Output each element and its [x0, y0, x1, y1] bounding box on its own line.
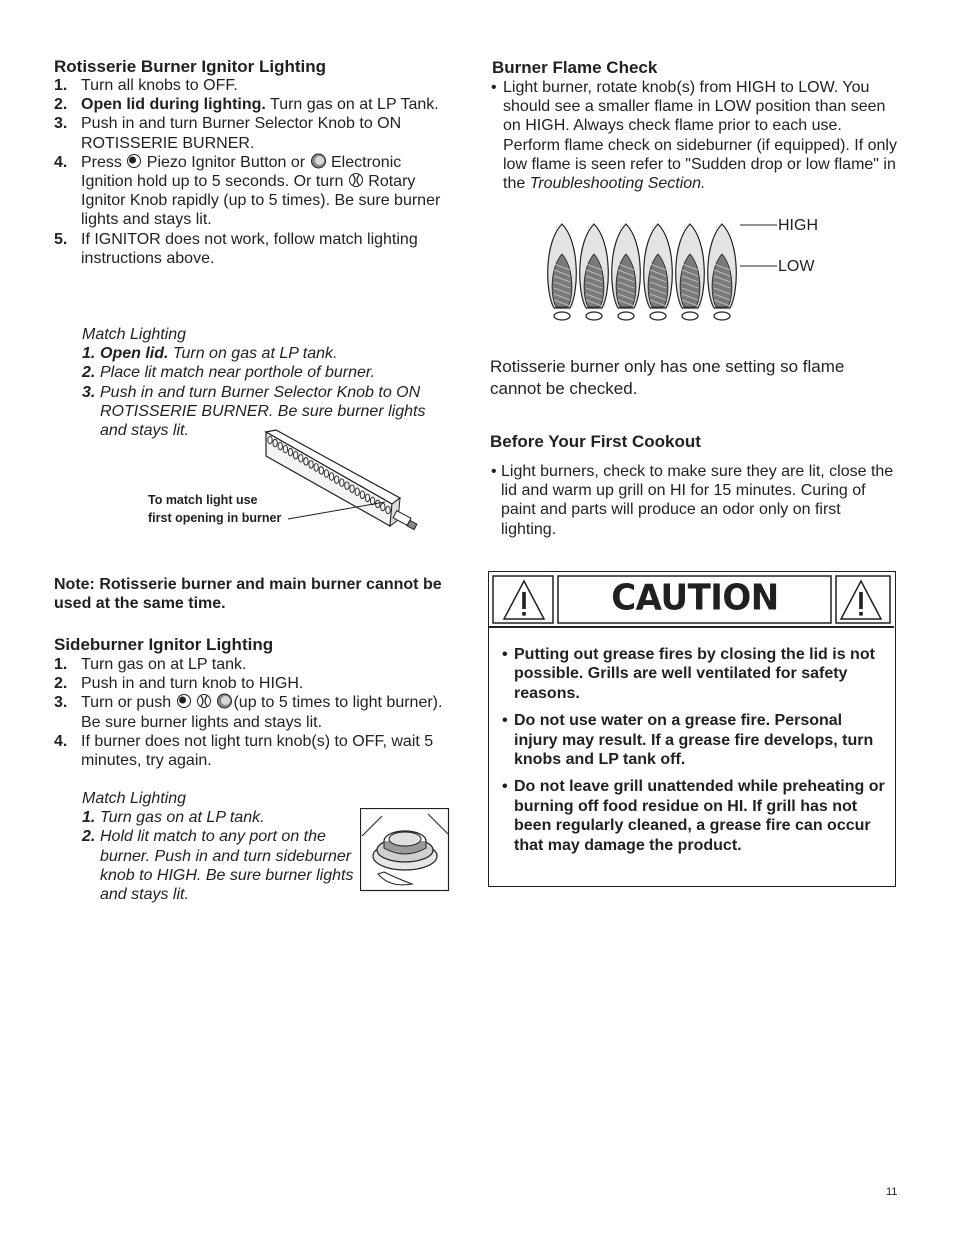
caution-box [488, 571, 896, 887]
list-item: 2. Push in and turn knob to HIGH. [54, 675, 304, 693]
electronic-ignition-icon [310, 153, 327, 169]
list-item: 1. Open lid. Turn on gas at LP tank. [82, 345, 338, 363]
flame-check-title: Burner Flame Check [492, 58, 658, 77]
first-cookout-text: • Light burners, check to make sure they are lit, close the lid and warm up grill on HI for 15 minutes. Curing of paint and parts will produce an odor only on first lighting. [491, 463, 894, 538]
figure-caption: To match light use first opening in burner [148, 493, 282, 525]
match-lighting-title: Match Lighting [82, 790, 187, 807]
burner-port [714, 312, 730, 320]
rotary-ignitor-icon [196, 693, 212, 709]
list-item: 2. Hold lit match to any port on the burner. Push in and turn sideburner knob to HIGH. Be sure burner lights and stays lit. [82, 828, 354, 904]
label-low: LOW [778, 258, 815, 275]
caution-item: • Do not leave grill unattended while preheating or burning off food residue on HI. If grill has not been regularly cleaned, a grease fire can occur that may damage the product. [502, 777, 887, 855]
caution-title: CAUTION [611, 577, 779, 619]
caution-list [502, 645, 887, 855]
rotisserie-match-lighting [82, 325, 447, 440]
rotary-ignitor-icon [348, 172, 364, 188]
sideburner-match-lighting [82, 789, 372, 904]
bullet: • [491, 463, 497, 480]
warning-triangle-icon [838, 578, 884, 622]
caution-item: • Do not use water on a grease fire. Personal injury may result. If a grease fire develops, turn knobs and LP tank off. [502, 711, 887, 769]
sideburner-illustration [360, 808, 450, 892]
burner-port [554, 312, 570, 320]
electronic-ignition-icon [216, 693, 233, 709]
list-item: 2. Place lit match near porthole of burner. [82, 364, 376, 382]
burner-port [586, 312, 602, 320]
list-item: 3. Push in and turn Burner Selector Knob to ON ROTISSERIE BURNER. [54, 115, 402, 152]
caution-header [489, 572, 894, 628]
first-cookout-title: Before Your First Cookout [490, 432, 701, 451]
flame-diagram [540, 212, 785, 324]
list-item: 1. Turn gas on at LP tank. [54, 656, 247, 673]
warning-triangle-icon [501, 578, 547, 622]
rotisserie-steps [54, 76, 454, 268]
bullet: • [491, 79, 497, 96]
match-lighting-title: Match Lighting [82, 326, 187, 343]
list-item: 2. Open lid during lighting. Turn gas on at LP Tank. [54, 96, 439, 114]
piezo-button-icon [126, 153, 142, 169]
rotisserie-note: Note: Rotisserie burner and main burner cannot be used at the same time. [54, 576, 442, 613]
label-high: HIGH [778, 217, 818, 234]
list-item: 1. Turn all knobs to OFF. [54, 77, 238, 94]
rotisserie-flame-note: Rotisserie burner only has one setting so flame cannot be checked. [490, 357, 845, 398]
list-item: 4. Press Piezo Ignitor Button or Electronic Ignition hold up to 5 seconds. Or turn Rotary Ignitor Knob rapidly (up to 5 times). Be sure burner lights and stays lit. [54, 153, 441, 229]
piezo-button-icon [176, 693, 192, 709]
burner-port [618, 312, 634, 320]
rotisserie-title: Rotisserie Burner Ignitor Lighting [54, 57, 327, 76]
list-item: 1. Turn gas on at LP tank. [82, 809, 265, 827]
burner-port [650, 312, 666, 320]
list-item: 3. Push in and turn Burner Selector Knob to ON ROTISSERIE BURNER. Be sure burner lights and stays lit. [82, 383, 426, 440]
sideburner-title: Sideburner Ignitor Lighting [54, 635, 274, 654]
caption-leader-line [287, 500, 387, 522]
caution-item: • Putting out grease fires by closing the lid is not possible. Grills are well ventilated for safety reasons. [502, 645, 887, 703]
list-item: 4. If burner does not light turn knob(s) to OFF, wait 5 minutes, try again. [54, 732, 434, 770]
burner-port [682, 312, 698, 320]
flame-check-text: • Light burner, rotate knob(s) from HIGH to LOW. You should see a smaller flame in LOW position than seen on HIGH. Always check flame prior to each use. Perform flame check on sideburner (if equipped). If only low flame is seen refer to "Sudden drop or low flame" in the Troubleshooting Section. [491, 79, 897, 193]
list-item: 5. If IGNITOR does not work, follow match lighting instructions above. [54, 230, 418, 267]
page-number: 11 [886, 1186, 898, 1198]
list-item: 3. Turn or push (up to 5 times to light burner). Be sure burner lights and stays lit. [54, 694, 443, 731]
sideburner-steps [54, 655, 464, 770]
